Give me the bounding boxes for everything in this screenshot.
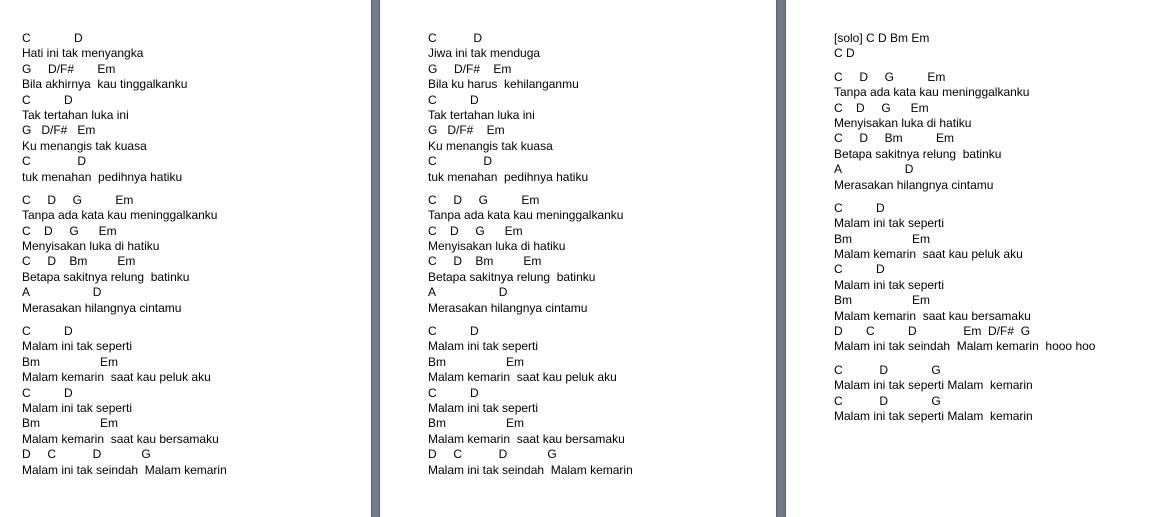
chord-line: C D (22, 92, 73, 107)
lyric-line: Malam ini tak seperti (428, 339, 539, 354)
chord-line: D C D Em D/F# G (834, 324, 1031, 339)
document-page-1 (0, 0, 371, 517)
chord-line: C D (22, 324, 73, 339)
lyric-line: Betapa sakitnya relung batinku (834, 146, 1002, 161)
chord-line: C D (428, 31, 483, 45)
lyric-line: Menyisakan luka di hatiku (428, 239, 566, 254)
chord-line: C D (428, 92, 479, 107)
lyric-line: Malam kemarin saat kau bersamaku (22, 431, 219, 446)
lyric-line: Tak tertahan luka ini (428, 107, 535, 122)
lyric-line: Merasakan hilangnya cintamu (428, 300, 588, 315)
lyric-line: tuk menahan pedihnya hatiku (22, 169, 183, 184)
chord-line: Bm Em (22, 416, 119, 431)
lyric-line: Malam ini tak seindah Malam kemarin hooo hoo (834, 339, 1096, 354)
chord-line: C D G Em (22, 223, 117, 238)
chord-line: C D G (834, 362, 941, 377)
chord-line: C D (22, 385, 73, 400)
lyric-line: Malam kemarin saat kau peluk aku (834, 247, 1023, 262)
lyric-line: Malam ini tak seindah Malam kemarin (22, 462, 227, 477)
page-gutter (776, 0, 786, 517)
chord-line: C D (834, 200, 885, 215)
page-gutter (371, 0, 380, 517)
lyric-line: Malam kemarin saat kau peluk aku (428, 370, 617, 385)
lyric-line: Malam kemarin saat kau peluk aku (22, 370, 211, 385)
chord-line: [solo] C D Bm Em (834, 31, 930, 45)
lyric-line: Malam ini tak seindah Malam kemarin (428, 462, 633, 477)
chord-line: C D (428, 324, 479, 339)
chord-line: C D Bm Em (22, 254, 136, 269)
lyric-line: Malam ini tak seperti (22, 339, 133, 354)
lyric-line: Merasakan hilangnya cintamu (22, 300, 182, 315)
chord-line: G D/F# Em (22, 61, 116, 76)
lyric-line: Jiwa ini tak menduga (428, 46, 541, 61)
lyric-line: Betapa sakitnya relung batinku (428, 269, 596, 284)
lyric-line: Malam kemarin saat kau bersamaku (428, 431, 625, 446)
chord-line: C D (428, 385, 479, 400)
chord-line: C D G Em (428, 223, 523, 238)
lyrics-column (834, 31, 1095, 424)
chord-line: Bm Em (834, 293, 931, 308)
lyric-line: Menyisakan luka di hatiku (22, 239, 160, 254)
chord-line: C D (22, 31, 83, 45)
document-page-3 (786, 0, 1164, 517)
lyrics-column (428, 31, 633, 478)
lyric-line: Ku menangis tak kuasa (428, 138, 553, 153)
lyric-line: Bila akhirnya kau tinggalkanku (22, 77, 188, 92)
chord-line: C D G Em (834, 69, 946, 84)
lyric-line: Tak tertahan luka ini (22, 107, 129, 122)
chord-line: C D (834, 46, 855, 61)
lyric-line: Malam ini tak seperti (834, 216, 945, 231)
lyric-line: Tanpa ada kata kau meninggalkanku (428, 208, 624, 223)
chord-line: A D (22, 285, 102, 300)
chord-line: Bm Em (834, 231, 931, 246)
chord-line: Bm Em (428, 416, 525, 431)
chord-line: D C D G (428, 447, 557, 462)
chord-line: C D G Em (834, 100, 929, 115)
chord-line: G D/F# Em (428, 61, 512, 76)
lyric-line: Bila ku harus kehilanganmu (428, 77, 579, 92)
lyric-line: Malam kemarin saat kau bersamaku (834, 308, 1031, 323)
chord-line: D C D G (22, 447, 151, 462)
lyric-line: Tanpa ada kata kau meninggalkanku (834, 85, 1030, 100)
chord-line: A D (428, 285, 508, 300)
lyric-line: Malam ini tak seperti (834, 277, 945, 292)
lyric-line: Ku menangis tak kuasa (22, 138, 147, 153)
chord-line: A D (834, 162, 914, 177)
lyric-line: Malam ini tak seperti Malam kemarin (834, 408, 1033, 423)
chord-line: Bm Em (22, 354, 119, 369)
document-page-2 (380, 0, 776, 517)
lyric-line: Merasakan hilangnya cintamu (834, 177, 994, 192)
lyric-line: Malam ini tak seperti (428, 400, 539, 415)
lyric-line: Menyisakan luka di hatiku (834, 115, 972, 130)
chord-line: C D (22, 154, 87, 169)
chord-line: C D (834, 262, 885, 277)
chord-line: C D G Em (428, 192, 540, 207)
lyric-line: Tanpa ada kata kau meninggalkanku (22, 208, 218, 223)
lyric-line: tuk menahan pedihnya hatiku (428, 169, 589, 184)
chord-line: G D/F# Em (428, 123, 505, 138)
chord-line: C D G Em (22, 192, 134, 207)
lyric-line: Malam ini tak seperti (22, 400, 133, 415)
lyric-line: Hati ini tak menyangka (22, 46, 144, 61)
lyric-line: Betapa sakitnya relung batinku (22, 269, 190, 284)
chord-line: C D Bm Em (834, 131, 955, 146)
chord-line: G D/F# Em (22, 123, 96, 138)
chord-line: Bm Em (428, 354, 525, 369)
lyrics-column (22, 31, 227, 478)
chord-line: C D G (834, 393, 941, 408)
chord-line: C D (428, 154, 493, 169)
chord-line: C D Bm Em (428, 254, 542, 269)
lyric-line: Malam ini tak seperti Malam kemarin (834, 378, 1033, 393)
